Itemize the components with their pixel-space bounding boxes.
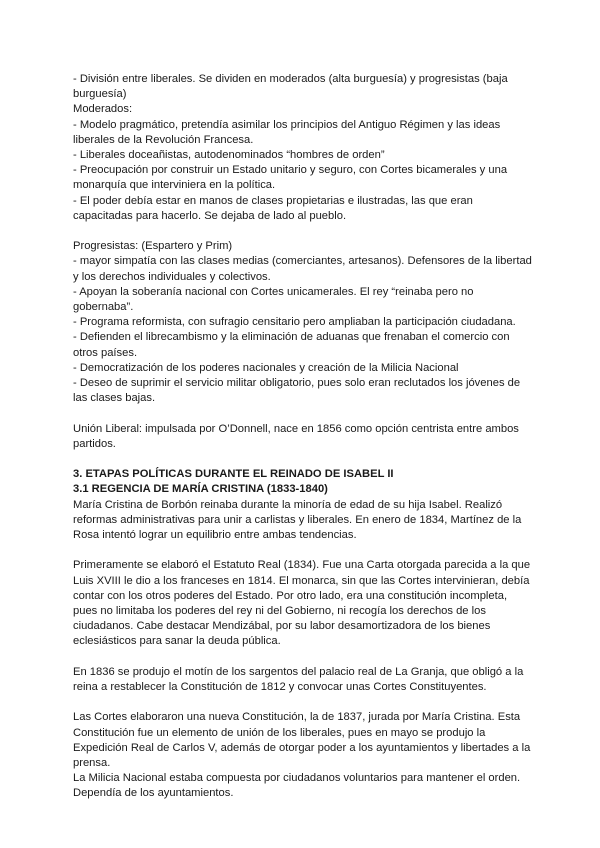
text-line: monarquía que interviniera en la política. — [73, 179, 276, 192]
text-line: otros países. — [73, 346, 138, 359]
text-line: y los derechos individuales y colectivos. — [73, 270, 271, 283]
text-line: - Preocupación por construir un Estado unitario y seguro, con Cortes bicamerales y una — [73, 164, 508, 177]
text-line: Unión Liberal: impulsada por O’Donnell, nace en 1856 como opción centrista entre ambos — [73, 422, 519, 435]
text-line: gobernaba”. — [73, 301, 134, 314]
text-line: - Liberales doceañistas, autodenominados “hombres de orden” — [73, 149, 385, 162]
section-heading: 3.1 REGENCIA DE MARÍA CRISTINA (1833-1840) — [73, 483, 328, 496]
blank-line — [73, 452, 528, 467]
text-line: Progresistas: (Espartero y Prim) — [73, 240, 233, 253]
text-line: burguesía) — [73, 88, 127, 101]
text-line: reformas administrativas para unir a carlistas y liberales. En enero de 1834, Martínez de la — [73, 513, 522, 526]
text-line: pues no limitaba los poderes del rey ni del Gobierno, ni recogía los derechos de los — [73, 605, 486, 618]
blank-line — [73, 650, 528, 665]
blank-line — [73, 543, 528, 558]
text-line: Primeramente se elaboró el Estatuto Real (1834). Fue una Carta otorgada parecida a la que — [73, 559, 531, 572]
text-line: Constitución fue un elemento de unión de los liberales, pues en mayo se produjo la — [73, 726, 486, 739]
text-line: María Cristina de Borbón reinaba durante la minoría de edad de su hija Isabel. Realizó — [73, 498, 503, 511]
blank-line — [73, 406, 528, 421]
text-line: prensa. — [73, 757, 111, 770]
text-line: capacitadas para hacerlo. Se dejaba de lado al pueblo. — [73, 209, 347, 222]
text-line: - mayor simpatía con las clases medias (comerciantes, artesanos). Defensores de la libertad — [73, 255, 532, 268]
text-line: - División entre liberales. Se dividen en moderados (alta burguesía) y progresistas (baja — [73, 73, 508, 85]
text-line: contar con los otros poderes del Estado. Por otro lado, era una constitución incompleta, — [73, 589, 508, 602]
text-line: ciudadanos. Cabe destacar Mendizábal, por su labor desamortizadora de los bienes — [73, 620, 491, 633]
text-line: - Modelo pragmático, pretendía asimilar los principios del Antiguo Régimen y las ideas — [73, 118, 501, 131]
text-line: eclesiásticos para sanar la deuda pública. — [73, 635, 281, 648]
text-line: reina a restablecer la Constitución de 1812 y convocar unas Cortes Constituyentes. — [73, 681, 487, 694]
text-line: Moderados: — [73, 103, 133, 116]
text-line: liberales de la Revolución Francesa. — [73, 133, 254, 146]
text-line: Las Cortes elaboraron una nueva Constitución, la de 1837, jurada por María Cristina. Esta — [73, 711, 521, 724]
text-line: Dependía de los ayuntamientos. — [73, 787, 234, 800]
text-line: - Defienden el librecambismo y la eliminación de aduanas que frenaban el comercio con — [73, 331, 510, 344]
text-line: partidos. — [73, 437, 116, 450]
text-line: - Programa reformista, con sufragio censitario pero ampliaban la participación ciudadana. — [73, 316, 516, 329]
blank-line — [73, 224, 528, 239]
text-line: Expedición Real de Carlos V, además de otorgar poder a los ayuntamientos y libertades a la — [73, 741, 531, 754]
document-body — [73, 72, 532, 802]
text-line: - Deseo de suprimir el servicio militar obligatorio, pues solo eran reclutados los jóvenes de — [73, 377, 521, 390]
text-line: las clases bajas. — [73, 392, 156, 405]
blank-line — [73, 695, 528, 710]
text-line: La Milicia Nacional estaba compuesta por ciudadanos voluntarios para mantener el orden. — [73, 772, 521, 785]
text-line: - Democratización de los poderes nacionales y creación de la Milicia Nacional — [73, 361, 459, 374]
text-line: En 1836 se produjo el motín de los sargentos del palacio real de La Granja, que obligó a la — [73, 665, 524, 678]
text-line: - Apoyan la soberanía nacional con Cortes unicamerales. El rey “reinaba pero no — [73, 285, 474, 298]
text-line: Rosa intentó lograr un equilibrio entre ambas tendencias. — [73, 529, 357, 542]
text-line: Luis XVIII le dio a los franceses en 1814. El monarca, sin que las Cortes intervinieran, debía — [73, 574, 530, 587]
text-line: - El poder debía estar en manos de clases propietarias e ilustradas, las que eran — [73, 194, 473, 207]
section-heading: 3. ETAPAS POLÍTICAS DURANTE EL REINADO DE ISABEL II — [73, 468, 394, 481]
